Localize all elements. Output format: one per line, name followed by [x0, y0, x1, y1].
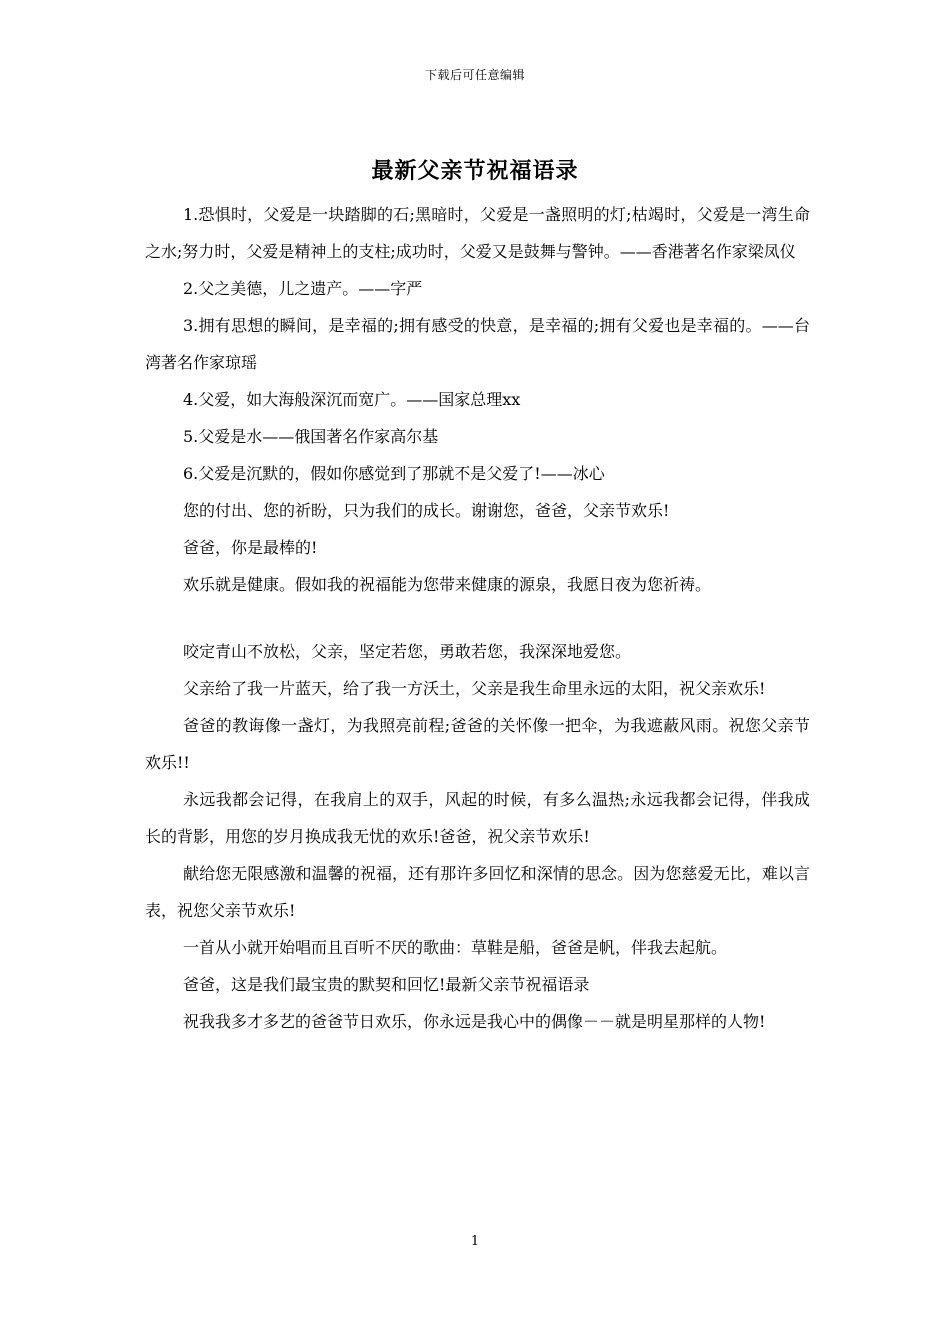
paragraph-15: 一首从小就开始唱而且百听不厌的歌曲：草鞋是船，爸爸是帆，伴我去起航。 — [183, 938, 728, 957]
paragraph-5: 5.父爱是水——俄国著名作家高尔基 — [183, 427, 439, 446]
paragraph-9: 欢乐就是健康。假如我的祝福能为您带来健康的源泉，我愿日夜为您祈祷。 — [183, 575, 712, 594]
paragraph-4: 4.父爱，如大海般深沉而宽广。——国家总理xx — [183, 390, 521, 409]
paragraph-13: 永远我都会记得，在我肩上的双手，风起的时候，有多么温热;永远我都会记得，伴我成长的背影，用您的岁月换成我无忧的欢乐!爸爸，祝父亲节欢乐! — [145, 790, 810, 846]
blank-line — [145, 603, 810, 633]
page-number: 1 — [470, 1234, 480, 1249]
paragraph-14: 献给您无限感激和温馨的祝福，还有那许多回忆和深情的思念。因为您慈爱无比，难以言表，祝您父亲节欢乐! — [145, 864, 810, 920]
paragraph-1: 1.恐惧时，父爱是一块踏脚的石;黑暗时，父爱是一盏照明的灯;枯竭时，父爱是一湾生命之水;努力时，父爱是精神上的支柱;成功时，父爱又是鼓舞与警钟。——香港著名作家梁凤仪 — [145, 205, 810, 261]
paragraph-2: 2.父之美德，儿之遗产。——字严 — [183, 279, 423, 298]
paragraph-16: 爸爸，这是我们最宝贵的默契和回忆!最新父亲节祝福语录 — [183, 975, 590, 994]
document-body — [145, 196, 810, 1040]
paragraph-17: 祝我我多才多艺的爸爸节日欢乐，你永远是我心中的偶像－－就是明星那样的人物! — [183, 1012, 766, 1031]
paragraph-11: 父亲给了我一片蓝天，给了我一方沃土，父亲是我生命里永远的太阳，祝父亲欢乐! — [183, 679, 766, 698]
paragraph-10: 咬定青山不放松，父亲，坚定若您，勇敢若您，我深深地爱您。 — [183, 642, 632, 661]
paragraph-3: 3.拥有思想的瞬间，是幸福的;拥有感受的快意，是幸福的;拥有父爱也是幸福的。——台湾著名作家琼瑶 — [145, 316, 810, 372]
page-header: 下载后可任意编辑 — [424, 68, 525, 82]
document-title: 最新父亲节祝福语录 — [371, 158, 579, 184]
paragraph-6: 6.父爱是沉默的，假如你感觉到了那就不是父爱了!——冰心 — [183, 464, 605, 483]
paragraph-7: 您的付出、您的祈盼，只为我们的成长。谢谢您，爸爸，父亲节欢乐! — [183, 501, 670, 520]
paragraph-8: 爸爸，你是最棒的! — [183, 538, 318, 557]
paragraph-12: 爸爸的教诲像一盏灯，为我照亮前程;爸爸的关怀像一把伞，为我遮蔽风雨。祝您父亲节欢乐!! — [145, 716, 810, 772]
